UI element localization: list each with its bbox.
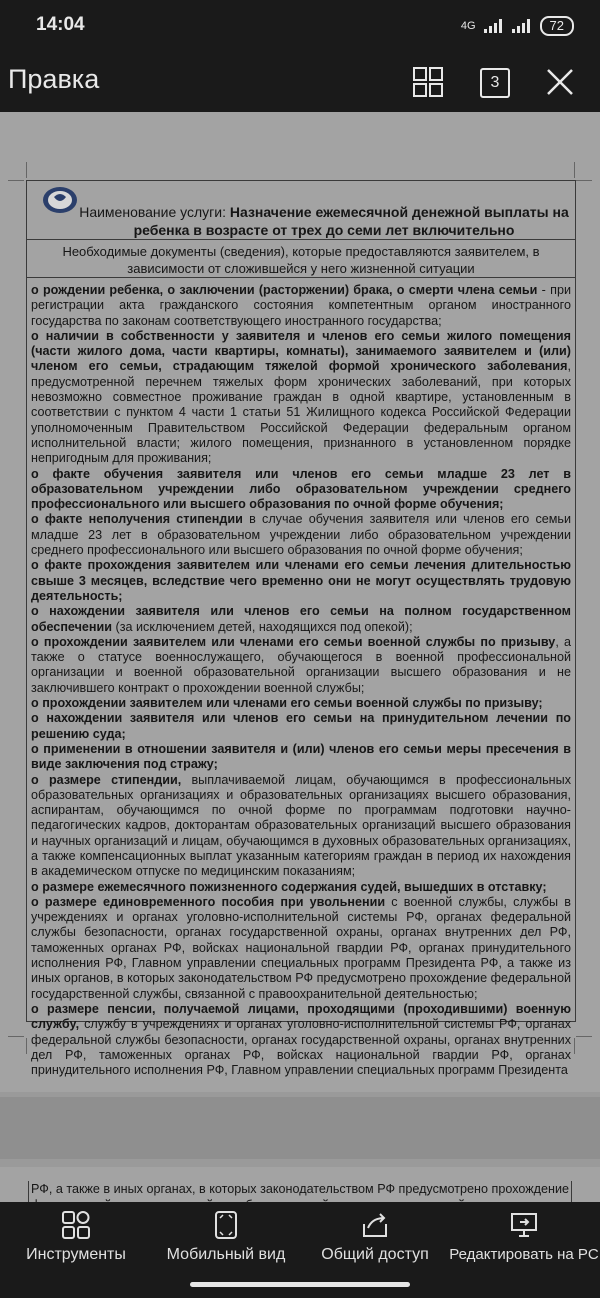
signal-icon-2 (512, 19, 532, 33)
ministry-logo-icon (41, 185, 79, 215)
paragraph-bold-text: о факте прохождения заявителем или членами его семьи лечения длительностью свыше 3 месяцев, вследствие чего временно они не могут осуществлять трудовую деятельность; (31, 558, 571, 603)
crop-mark (8, 180, 24, 181)
share-icon (360, 1210, 390, 1240)
crop-mark (576, 1036, 592, 1037)
status-icons (461, 16, 574, 36)
document-page-1 (0, 112, 600, 1092)
service-header (27, 181, 575, 240)
battery-indicator: 72 (540, 16, 574, 36)
page-title: Правка (8, 64, 100, 94)
paragraph-text: выплачиваемой лицам, обучающимся в профессиональных образовательных организациях и образовательных организациях высшего образования, аспирантам, обучающимся по очной форме по программам подготовки научно-педагогических кадров, докторантам образовательных организаций высшего образования и научных организаций и лицам, обучающимся в духовных образовательных организациях, а также компенсационных выплат указанным категориям граждан в период их нахождения в академическом отпуске по медицинским показаниям; (31, 772, 571, 879)
mobile-view-button[interactable] (160, 1210, 292, 1264)
document-table (26, 180, 576, 1078)
document-paragraph (31, 467, 571, 513)
crop-mark (576, 180, 592, 181)
home-indicator[interactable] (190, 1282, 410, 1287)
paragraph-text: , а также о статусе военнослужащего, обучающегося в военной профессиональной организации и военной образовательной организации высшего образования и не заключившего контракт о прохождении военной службы; (31, 634, 571, 695)
document-paragraph (31, 895, 571, 1002)
paragraph-text: службу в учреждениях и органах уголовно-исполнительной системы РФ, органах федеральной службы безопасности, органах государственной охраны, органах внутренних дел РФ, таможенных органах РФ, войсках национальной гвардии РФ, органах принудительного исполнения РФ, Главном управлении специальных программ Президента (31, 1017, 571, 1078)
document-body (27, 278, 575, 1078)
paragraph-text: в случае обучения заявителя или членов его семьи младше 23 лет в образовательном учреждении либо образовательном учреждении среднего профессионального или высшего образования по очной форме обучения; (31, 512, 572, 558)
crop-mark (8, 1036, 24, 1037)
document-paragraph (31, 1002, 571, 1078)
paragraph-text: - при регистрации акта гражданского состояния компетентным органом иностранного государства по законам соответствующего иностранного государства; (31, 283, 571, 328)
document-paragraph (31, 711, 571, 742)
paragraph-bold-text: о факте обучения заявителя или членов его семьи младше 23 лет в образовательном учреждении либо образовательном учреждении среднего профессионального или высшего образования по очной форме обучения; (31, 466, 571, 512)
service-name-text (79, 203, 569, 239)
paragraph-text: , предусмотренной перечнем тяжелых форм хронических заболеваний, при которых невозможно совместное проживание граждан в одной квартире, установленным в соответствии с пунктом 4 части 1 статьи 51 Жилищного кодекса Российской Федерации уполномоченным Правительством Российской Федерации федеральным органом исполнительной власти; жилого помещения, признанного в установленном порядке непригодным для проживания; (31, 359, 571, 466)
tools-label: Инструменты (26, 1246, 126, 1263)
edit-on-pc-label: Редактировать на PC (449, 1246, 599, 1263)
paragraph-bold-text: о прохождении заявителем или членами его семьи военной службы по призыву; (31, 696, 543, 711)
document-paragraph (31, 512, 571, 558)
page-separator (0, 1097, 600, 1159)
close-icon[interactable] (540, 62, 580, 102)
paragraph-bold-text: о размере ежемесячного пожизненного содержания судей, вышедших в отставку; (31, 879, 547, 894)
share-label: Общий доступ (321, 1246, 429, 1263)
signal-icon (484, 19, 504, 33)
tools-icon (61, 1210, 91, 1240)
share-button[interactable] (316, 1210, 434, 1264)
document-paragraph (31, 742, 571, 773)
document-paragraph (31, 880, 571, 895)
document-viewer[interactable] (0, 112, 600, 1202)
status-bar (0, 0, 600, 50)
paragraph-text: с военной службы, службы в учреждениях и органах уголовно-исполнительной системы РФ, органах федеральной службы безопасности, органах государственной охраны, органах внутренних дел РФ, таможенных органах РФ, войсках национальной гвардии РФ, органах принудительного исполнения РФ, Главном управлении специальных программ Президента РФ, а также из иных органов, в которых законодательством РФ предусмотрено прохождение федеральной государственной службы, связанной с правоохранительной деятельностью; (31, 894, 571, 1001)
document-paragraph (31, 696, 571, 711)
top-bar (0, 50, 600, 112)
paragraph-bold-text: о размере пенсии, получаемой лицами, проходящими (проходившими) военную службу, (31, 1001, 571, 1032)
crop-mark (26, 162, 27, 178)
mobile-view-label: Мобильный вид (166, 1246, 286, 1263)
paragraph-bold-text: о нахождении заявителя или членов его семьи на полном государственном обеспечении (31, 604, 571, 634)
service-name: Назначение ежемесячной денежной выплаты на ребенка в возрасте от трех до семи лет включительно (133, 204, 569, 238)
tools-button[interactable] (22, 1210, 130, 1264)
network-type: 4G (460, 20, 476, 32)
edit-on-pc-button[interactable] (448, 1210, 600, 1263)
document-paragraph (31, 329, 571, 467)
paragraph-bold-text: о нахождении заявителя или членов его семьи на принудительном лечении по решению суда; (31, 711, 571, 741)
page-count: 3 (480, 68, 510, 98)
crop-mark (574, 162, 575, 178)
document-paragraph (31, 604, 571, 635)
desktop-icon (509, 1210, 539, 1240)
document-paragraph (31, 558, 571, 604)
document-paragraph (31, 635, 571, 696)
bottom-toolbar (0, 1202, 600, 1298)
grid-view-icon[interactable] (408, 62, 448, 102)
paragraph-text: (за исключением детей, находящихся под опекой); (112, 619, 413, 634)
mobile-view-icon (211, 1210, 241, 1240)
paragraph-bold-text: о применении в отношении заявителя и (или) членов его семьи меры пресечения в виде заключения под стражу; (31, 741, 571, 772)
paragraph-bold-text: о размере единовременного пособия при увольнении (31, 894, 386, 909)
document-paragraph (31, 773, 571, 880)
continuation-text: РФ, а также в иных органах, в которых законодательством РФ предусмотрено прохождение (28, 1181, 572, 1213)
service-prefix: Наименование услуги: (79, 204, 230, 220)
page-count-button[interactable] (474, 62, 514, 102)
document-paragraph (31, 283, 571, 329)
paragraph-bold-text: о размере стипендии, (31, 772, 182, 787)
paragraph-bold-text: о наличии в собственности у заявителя и членов его семьи жилого помещения (части жилого дома, части квартиры, комнаты), занимаемого заявителем и (или) членом его семьи, страдающим тяжелой формой хронического заболевания (31, 328, 571, 374)
status-time: 14:04 (36, 14, 85, 35)
paragraph-bold-text: о прохождении заявителем или членами его семьи военной службы по призыву (31, 634, 556, 649)
paragraph-bold-text: о факте неполучения стипендии (31, 512, 243, 527)
paragraph-bold-text: о рождении ребенка, о заключении (расторжении) брака, о смерти члена семьи (31, 283, 538, 297)
required-docs-title: Необходимые документы (сведения), которые предоставляются заявителем, в зависимости от сложившейся у него жизненной ситуации (27, 240, 575, 278)
